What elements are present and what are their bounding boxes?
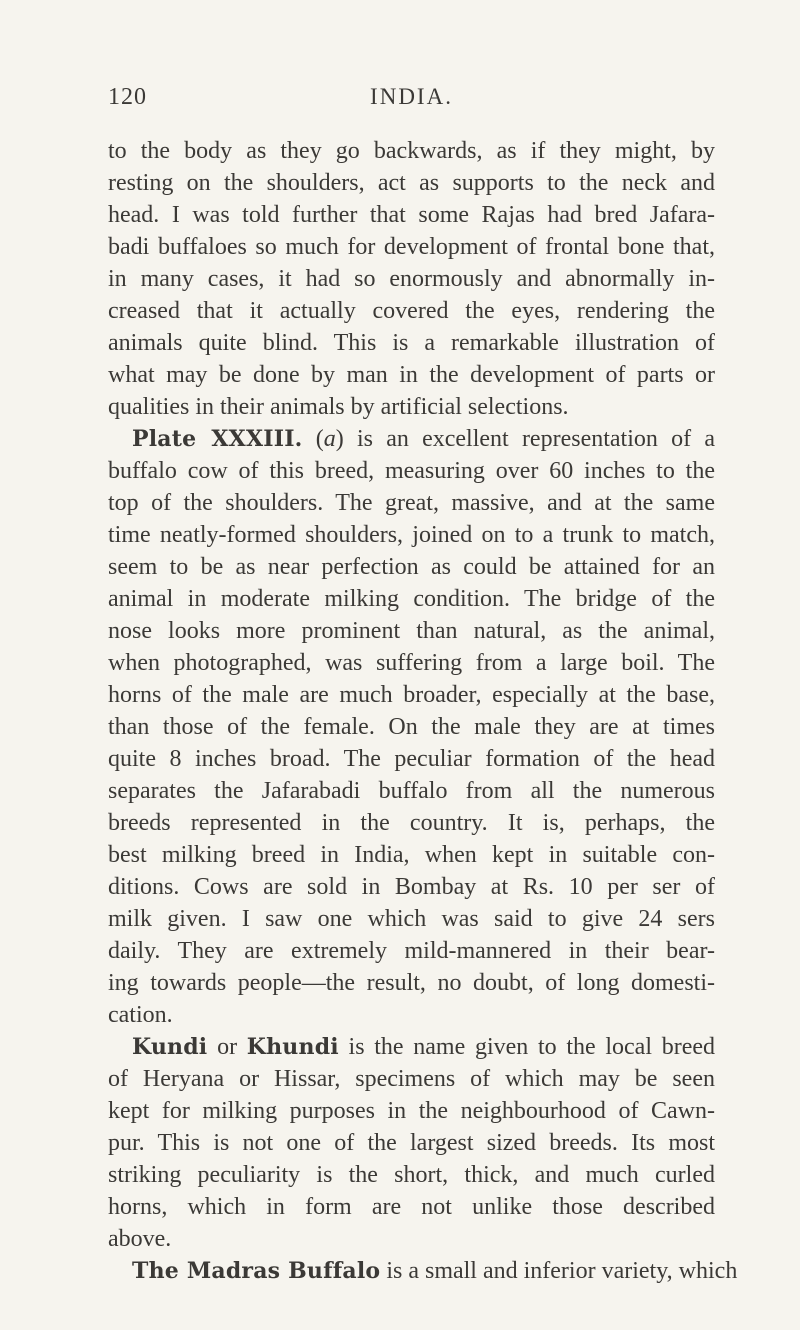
page-header <box>108 84 715 114</box>
text-line <box>108 871 715 903</box>
body-text <box>108 135 738 1287</box>
text-span: daily. They are extremely mild-mannered in their bear- <box>108 938 715 964</box>
text-line <box>108 1063 715 1095</box>
text-span: resting on the shoulders, act as supports to the neck and <box>108 170 715 196</box>
text-span: ing towards people—the result, no doubt, of long domesti- <box>108 970 715 996</box>
text-span: animals quite blind. This is a remarkable illustration of <box>108 330 715 356</box>
text-span: seem to be as near perfection as could be attained for an <box>108 554 715 580</box>
text-span: to the body as they go backwards, as if they might, by <box>108 138 715 164</box>
text-line <box>108 231 715 263</box>
text-span: separates the Jafarabadi buffalo from all the numerous <box>108 778 715 804</box>
text-line <box>108 263 715 295</box>
text-line <box>108 423 715 455</box>
text-line <box>108 1191 715 1223</box>
text-line <box>108 647 715 679</box>
text-span: animal in moderate milking condition. The bridge of the <box>108 586 715 612</box>
text-line <box>108 1159 715 1191</box>
text-span: ) is an excellent representation of a <box>335 426 715 452</box>
text-line <box>108 1127 715 1159</box>
text-span: top of the shoulders. The great, massive, and at the same <box>108 490 715 516</box>
text-line <box>108 807 715 839</box>
text-line <box>108 199 715 231</box>
text-span: head. I was told further that some Rajas had bred Jafara- <box>108 202 715 228</box>
italic-text: a <box>323 426 336 452</box>
bold-heading: The Madras Buffalo <box>132 1258 381 1284</box>
text-span: ( <box>302 426 324 452</box>
text-line <box>108 903 715 935</box>
text-span: buffalo cow of this breed, measuring over 60 inches to the <box>108 458 715 484</box>
text-span: horns of the male are much broader, especially at the base, <box>108 682 715 708</box>
text-span: is a small and inferior variety, which <box>380 1258 738 1284</box>
text-line <box>108 1095 715 1127</box>
text-span: when photographed, was suffering from a large boil. The <box>108 650 715 676</box>
text-line <box>108 167 715 199</box>
text-span: is the name given to the local breed <box>338 1034 715 1060</box>
text-span: best milking breed in India, when kept in suitable con- <box>108 842 715 868</box>
text-span: quite 8 inches broad. The peculiar formation of the head <box>108 746 715 772</box>
text-line <box>108 359 715 391</box>
bold-heading: Plate XXXIII. <box>132 426 303 452</box>
bold-heading: Khundi <box>246 1034 339 1060</box>
text-line <box>108 455 715 487</box>
text-span: kept for milking purposes in the neighbourhood of Cawn- <box>108 1098 715 1124</box>
text-line <box>108 1031 715 1063</box>
text-span: striking peculiarity is the short, thick, and much curled <box>108 1162 715 1188</box>
text-line <box>108 711 715 743</box>
text-span: ditions. Cows are sold in Bombay at Rs. 10 per ser of <box>108 874 715 900</box>
text-span: what may be done by man in the development of parts or <box>108 362 715 388</box>
text-line <box>108 487 715 519</box>
text-line <box>108 1223 715 1255</box>
text-line <box>108 775 715 807</box>
text-span: nose looks more prominent than natural, as the animal, <box>108 618 715 644</box>
text-span: of Heryana or Hissar, specimens of which may be seen <box>108 1066 715 1092</box>
text-line <box>108 327 715 359</box>
text-line <box>108 615 715 647</box>
text-span: in many cases, it had so enormously and abnormally in- <box>108 266 715 292</box>
text-span: breeds represented in the country. It is, perhaps, the <box>108 810 715 836</box>
text-span: creased that it actually covered the eyes, rendering the <box>108 298 715 324</box>
text-span: or <box>207 1034 247 1060</box>
page-number: 120 <box>108 84 147 110</box>
running-head: INDIA. <box>370 84 453 109</box>
text-line <box>108 967 715 999</box>
text-span: horns, which in form are not unlike those described <box>108 1194 715 1220</box>
bold-heading: Kundi <box>132 1034 208 1060</box>
text-line <box>108 743 715 775</box>
text-span: cation. <box>108 1002 173 1028</box>
text-line <box>108 679 715 711</box>
text-span: qualities in their animals by artificial selections. <box>108 394 569 420</box>
text-span: milk given. I saw one which was said to give 24 sers <box>108 906 715 932</box>
text-span: than those of the female. On the male they are at times <box>108 714 715 740</box>
text-line <box>108 519 715 551</box>
text-span: above. <box>108 1226 172 1252</box>
text-line <box>108 935 715 967</box>
text-line <box>108 391 715 423</box>
text-line <box>108 135 715 167</box>
text-line <box>108 839 715 871</box>
text-line <box>108 551 715 583</box>
text-line <box>108 583 715 615</box>
text-span: pur. This is not one of the largest sized breeds. Its most <box>108 1130 715 1156</box>
text-line <box>108 295 715 327</box>
text-span: badi buffaloes so much for development of frontal bone that, <box>108 234 715 260</box>
text-line <box>108 999 715 1031</box>
text-line <box>108 1255 738 1287</box>
text-span: time neatly-formed shoulders, joined on to a trunk to match, <box>108 522 715 548</box>
